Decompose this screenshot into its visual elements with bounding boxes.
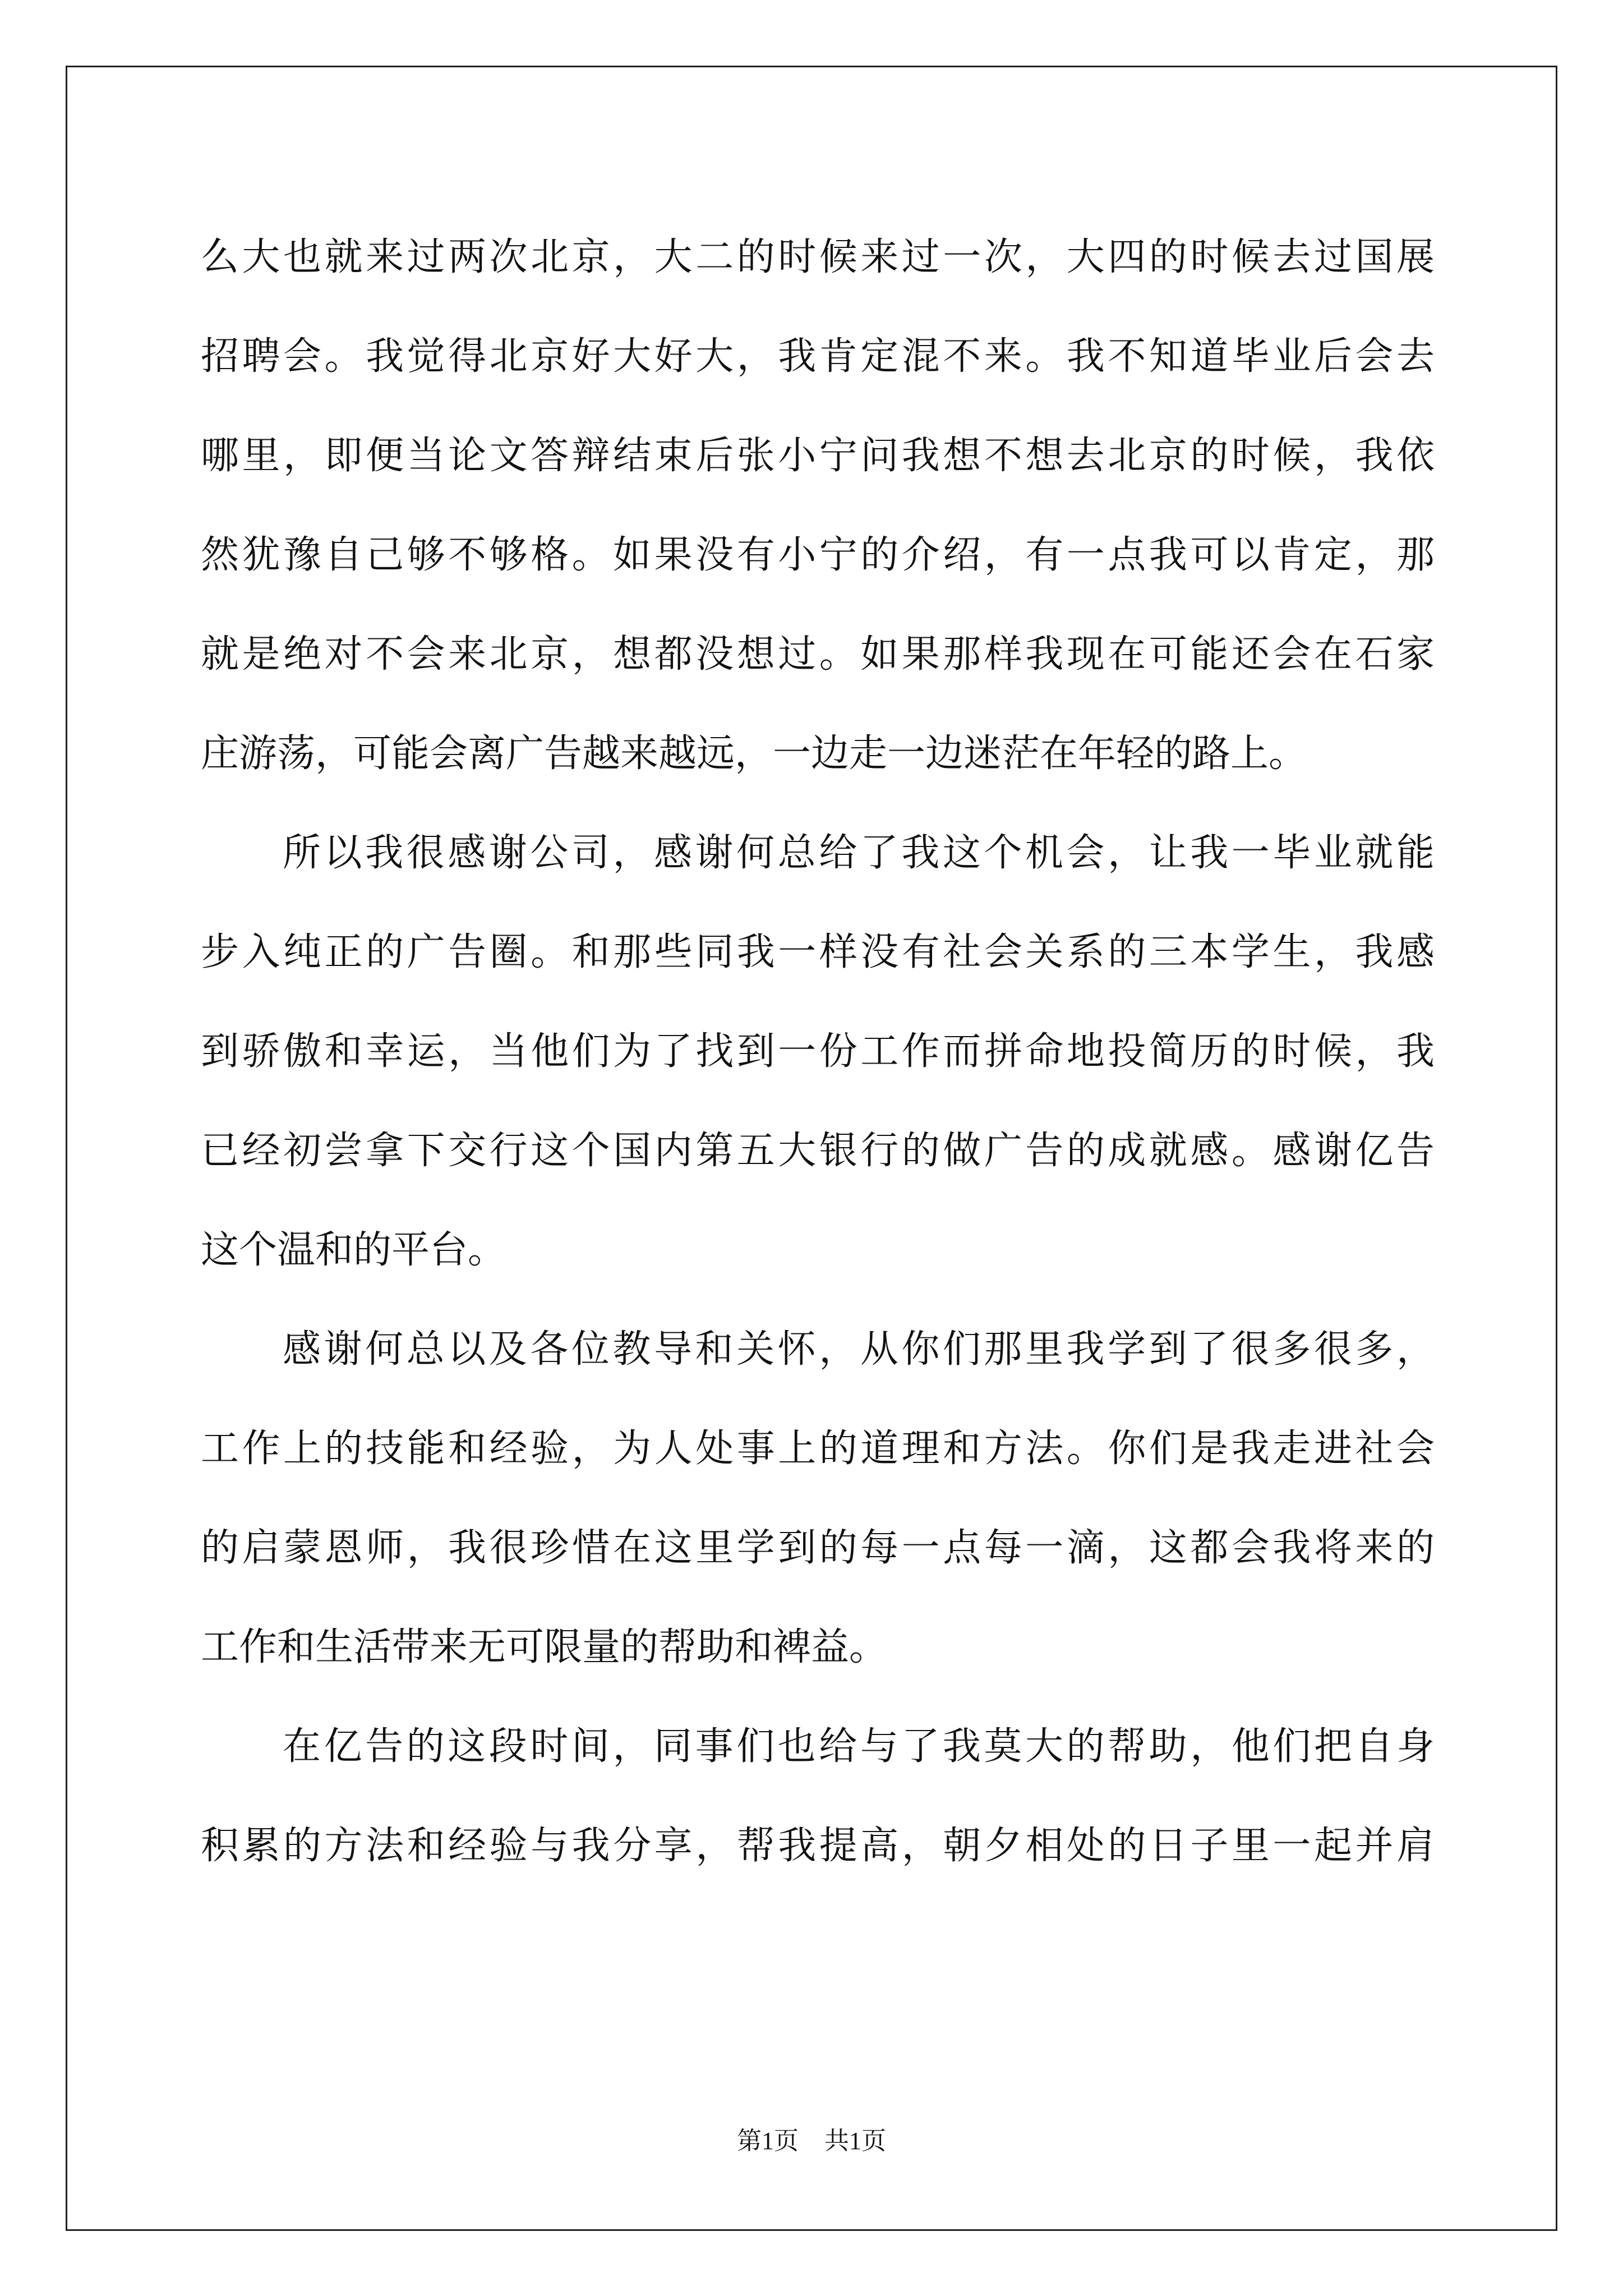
text-line: 的启蒙恩师，我很珍惜在这里学到的每一点每一滴，这都会我将来的 <box>201 1526 1435 1570</box>
paragraph-1 <box>201 208 1435 803</box>
text-line: 工作上的技能和经验，为人处事上的道理和方法。你们是我走进社会 <box>201 1427 1435 1471</box>
text-line: 就是绝对不会来北京，想都没想过。如果那样我现在可能还会在石家 <box>201 632 1435 677</box>
paragraph-2 <box>201 803 1435 1300</box>
text-line: 然犹豫自己够不够格。如果没有小宁的介绍，有一点我可以肯定，那 <box>201 533 1435 577</box>
page-number-total: 共1页 <box>824 2127 886 2155</box>
text-line: 在亿告的这段时间，同事们也给与了我莫大的帮助，他们把自身 <box>283 1724 1435 1769</box>
page-number-current: 第1页 <box>737 2127 799 2155</box>
paragraph-4 <box>201 1697 1435 1895</box>
document-body <box>201 208 1435 1895</box>
text-line: 招聘会。我觉得北京好大好大，我肯定混不来。我不知道毕业后会去 <box>201 334 1435 379</box>
text-line: 么大也就来过两次北京，大二的时候来过一次，大四的时候去过国展 <box>201 235 1435 279</box>
text-line: 工作和生活带来无可限量的帮助和裨益。 <box>201 1625 888 1669</box>
text-line: 这个温和的平台。 <box>201 1228 506 1272</box>
text-line: 到骄傲和幸运，当他们为了找到一份工作而拼命地投简历的时候，我 <box>201 1029 1435 1074</box>
text-line: 已经初尝拿下交行这个国内第五大银行的做广告的成就感。感谢亿告 <box>201 1129 1435 1173</box>
page-footer <box>0 2120 1623 2156</box>
text-line: 步入纯正的广告圈。和那些同我一样没有社会关系的三本学生，我感 <box>201 930 1435 974</box>
text-line: 积累的方法和经验与我分享，帮我提高，朝夕相处的日子里一起并肩 <box>201 1824 1435 1868</box>
text-line: 感谢何总以及各位教导和关怀，从你们那里我学到了很多很多， <box>283 1327 1435 1372</box>
text-line: 所以我很感谢公司，感谢何总给了我这个机会，让我一毕业就能 <box>283 831 1435 875</box>
text-line: 庄游荡，可能会离广告越来越远，一边走一边迷茫在年轻的路上。 <box>201 731 1307 776</box>
text-line: 哪里，即便当论文答辩结束后张小宁问我想不想去北京的时候，我依 <box>201 434 1435 478</box>
paragraph-3 <box>201 1300 1435 1697</box>
